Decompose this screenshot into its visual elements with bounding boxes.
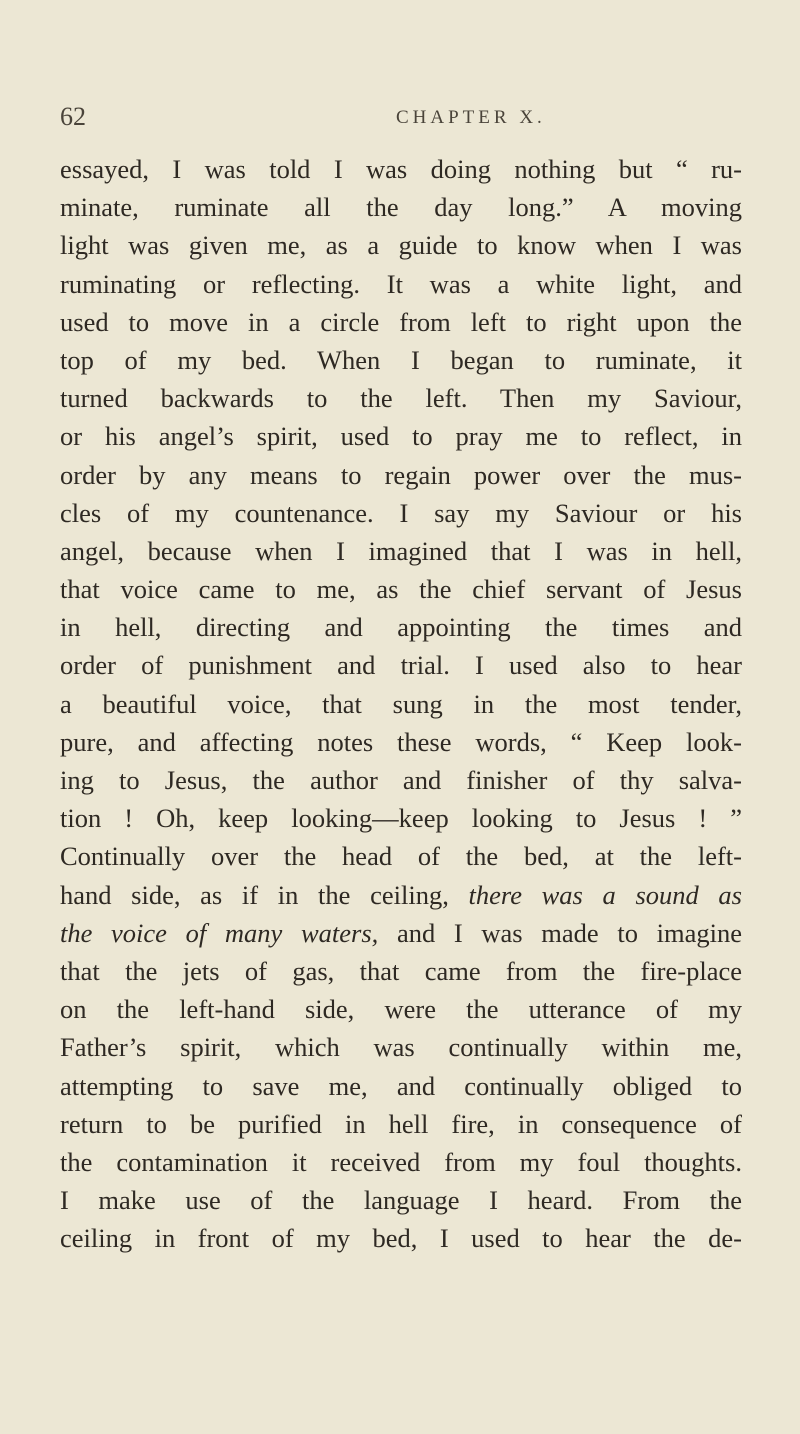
text-line-mixed	[60, 876, 742, 914]
body-text	[60, 150, 742, 1257]
text-line: used to move in a circle from left to right upon the	[60, 306, 742, 337]
running-head	[60, 102, 740, 134]
text-fragment: and I was made to imagine	[396, 917, 742, 948]
text-line: that voice came to me, as the chief servant of Jesus	[60, 574, 742, 605]
text-line-mixed	[60, 914, 742, 952]
text-line: essayed, I was told I was doing nothing but “ ru-	[60, 154, 742, 184]
italic-phrase: there was a sound as	[468, 879, 742, 910]
text-line: I make use of the language I heard. From the	[60, 1185, 742, 1216]
text-fragment: hand side, as if in the ceiling,	[60, 879, 449, 910]
text-line: turned backwards to the left. Then my Saviour,	[60, 383, 742, 414]
text-line: order by any means to regain power over the mus-	[60, 459, 742, 490]
text-line: light was given me, as a guide to know when I was	[60, 230, 742, 261]
page-number: 62	[60, 102, 86, 131]
text-line: return to be purified in hell fire, in consequence of	[60, 1108, 742, 1139]
text-line: Continually over the head of the bed, at the left-	[60, 841, 742, 872]
text-line: a beautiful voice, that sung in the most tender,	[60, 688, 742, 719]
text-line: minate, ruminate all the day long.” A moving	[60, 192, 742, 223]
text-line: ceiling in front of my bed, I used to hear the de-	[60, 1223, 742, 1254]
text-line: pure, and affecting notes these words, “ Keep look-	[60, 726, 742, 757]
text-line: in hell, directing and appointing the times and	[60, 612, 742, 643]
text-line: the contamination it received from my foul thoughts.	[60, 1146, 742, 1177]
text-line: order of punishment and trial. I used also to hear	[60, 650, 742, 681]
text-line: tion ! Oh, keep looking—keep looking to Jesus ! ”	[60, 803, 742, 834]
chapter-heading: CHAPTER X.	[396, 107, 546, 128]
text-line: ing to Jesus, the author and finisher of thy salva-	[60, 765, 742, 795]
text-line: that the jets of gas, that came from the fire-place	[60, 955, 742, 986]
text-line: or his angel’s spirit, used to pray me to reflect, in	[60, 421, 742, 452]
text-line: top of my bed. When I began to ruminate, it	[60, 344, 742, 375]
text-line: attempting to save me, and continually obliged to	[60, 1070, 742, 1101]
text-line: Father’s spirit, which was continually within me,	[60, 1032, 742, 1063]
text-line: ruminating or reflecting. It was a white light, and	[60, 268, 742, 299]
italic-phrase: the voice of many waters,	[60, 917, 379, 948]
text-line: on the left-hand side, were the utterance of my	[60, 994, 742, 1025]
text-line: cles of my countenance. I say my Saviour or his	[60, 497, 742, 528]
text-line: angel, because when I imagined that I was in hell,	[60, 535, 742, 566]
